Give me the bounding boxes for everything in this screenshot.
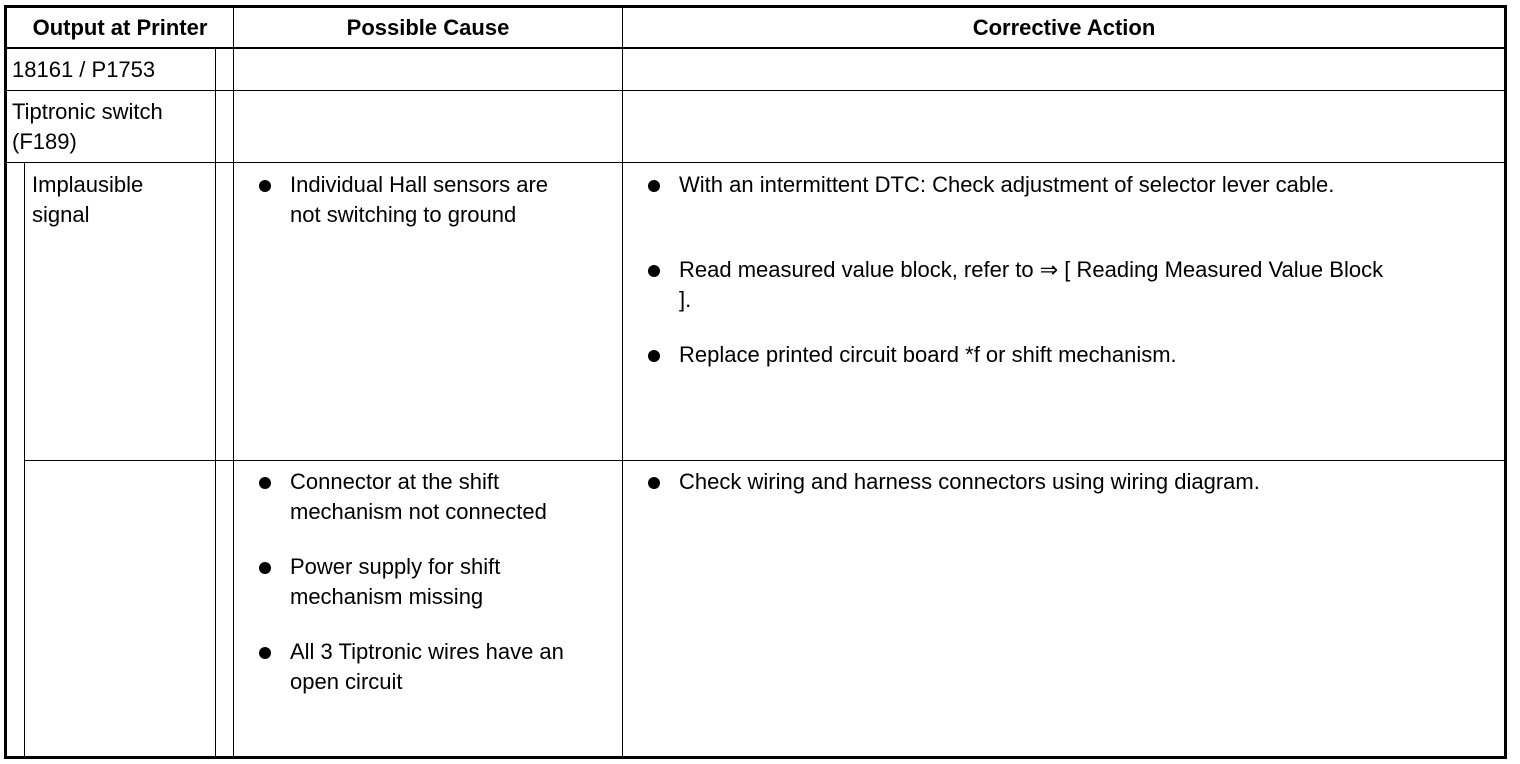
col-divider-1 — [215, 49, 216, 757]
cause-text: mechanism missing — [290, 584, 484, 609]
row-divider-second — [25, 460, 1505, 461]
header-output: Output at Printer — [32, 15, 208, 40]
action-text: Replace printed circuit board *f or shift mechanism. — [679, 342, 1177, 367]
component-name-line-1: Tiptronic switch — [12, 99, 163, 124]
dtc-code: 18161 / P1753 — [12, 57, 156, 82]
action-text: Read measured value block, refer to ⇒ [ Reading Measured Value Block — [679, 257, 1384, 282]
cause-text: All 3 Tiptronic wires have an — [290, 639, 564, 664]
bullet-icon — [259, 647, 271, 659]
col-divider-2 — [233, 7, 234, 757]
cause-text: Connector at the shift — [290, 469, 500, 494]
bullet-icon — [648, 265, 660, 277]
header-divider — [6, 47, 1505, 49]
cause-text: Individual Hall sensors are — [290, 172, 549, 197]
bullet-icon — [259, 562, 271, 574]
fault-label-line-1: Implausible — [32, 172, 144, 197]
cause-text: open circuit — [290, 669, 403, 694]
fault-label-line-2: signal — [32, 202, 90, 227]
indent-line — [24, 162, 25, 757]
cause-text: not switching to ground — [290, 202, 517, 227]
bullet-icon — [648, 350, 660, 362]
row-divider-dtc — [6, 90, 1505, 91]
cause-text: Power supply for shift — [290, 554, 501, 579]
header-cause: Possible Cause — [346, 15, 510, 40]
bullet-icon — [648, 477, 660, 489]
row-divider-component — [6, 162, 1505, 163]
col-divider-3 — [622, 7, 623, 757]
fault-table — [4, 5, 1507, 759]
bullet-icon — [259, 180, 271, 192]
action-text: ]. — [679, 287, 692, 312]
cause-text: mechanism not connected — [290, 499, 547, 524]
header-action: Corrective Action — [972, 15, 1156, 40]
action-text: With an intermittent DTC: Check adjustment of selector lever cable. — [679, 172, 1335, 197]
bullet-icon — [648, 180, 660, 192]
component-name-line-2: (F189) — [12, 129, 77, 154]
bullet-icon — [259, 477, 271, 489]
action-text: Check wiring and harness connectors using wiring diagram. — [679, 469, 1260, 494]
